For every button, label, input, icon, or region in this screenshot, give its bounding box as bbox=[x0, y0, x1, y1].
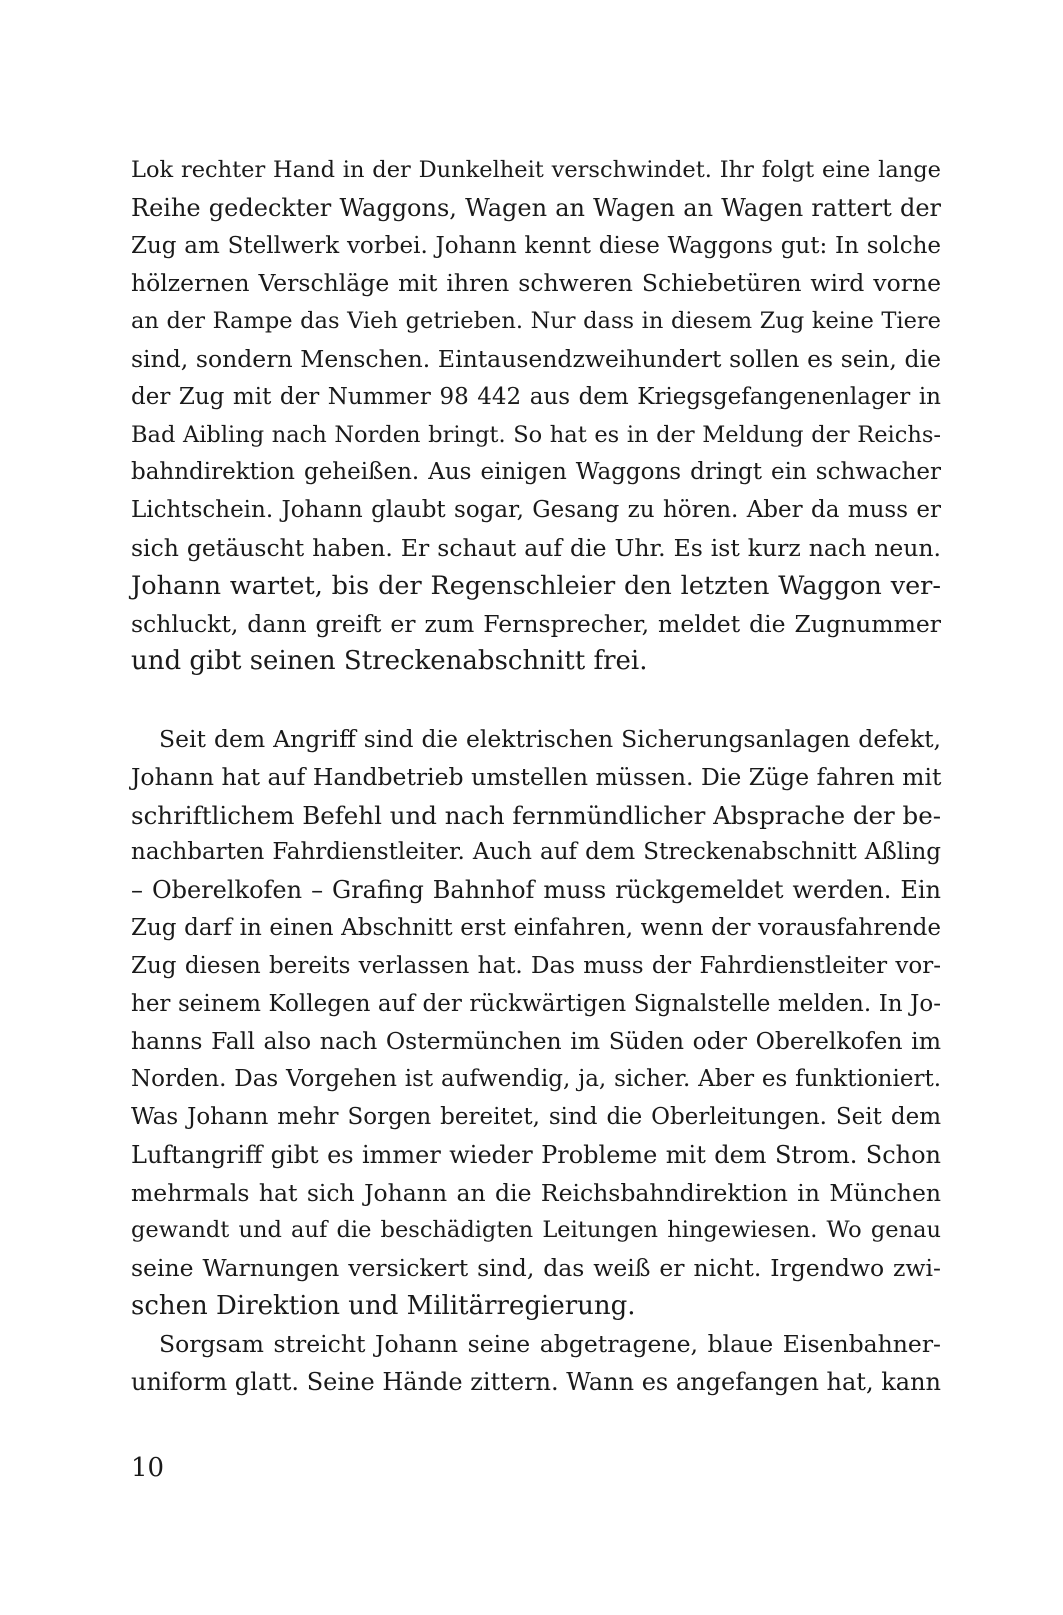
text-line: und gibt seinen Streckenabschnitt frei. bbox=[131, 646, 648, 677]
text-line: Bad Aibling nach Norden bringt. So hat es in der Meldung der Reichs- bbox=[131, 421, 941, 448]
text-line: sind, sondern Menschen. Eintausendzweihundert sollen es sein, die bbox=[131, 344, 941, 373]
text-line: Johann wartet, bis der Regenschleier den letzten Waggon ver- bbox=[131, 570, 941, 601]
text-line: gewandt und auf die beschädigten Leitungen hingewiesen. Wo genau bbox=[131, 1217, 941, 1244]
text-line: Was Johann mehr Sorgen bereitet, sind die Oberleitungen. Seit dem bbox=[131, 1103, 941, 1130]
text-line: mehrmals hat sich Johann an die Reichsbahndirektion in München bbox=[131, 1178, 941, 1207]
text-line: Zug diesen bereits verlassen hat. Das muss der Fahrdienstleiter vor- bbox=[131, 952, 941, 979]
text-line: Zug darf in einen Abschnitt erst einfahren, wenn der vorausfahrende bbox=[131, 914, 941, 941]
text-line: nachbarten Fahrdienstleiter. Auch auf dem Streckenabschnitt Aßling bbox=[131, 839, 941, 866]
text-line: hanns Fall also nach Ostermünchen im Süden oder Oberelkofen im bbox=[131, 1027, 941, 1056]
text-line: Reihe gedeckter Waggons, Wagen an Wagen an Wagen rattert der bbox=[131, 193, 941, 222]
text-line: Seit dem Angriff sind die elektrischen Sicherungsanlagen defekt, bbox=[159, 725, 941, 753]
text-line: bahndirektion geheißen. Aus einigen Waggons dringt ein schwacher bbox=[131, 459, 941, 486]
text-line: sich getäuscht haben. Er schaut auf die Uhr. Es ist kurz nach neun. bbox=[131, 533, 941, 562]
text-line: an der Rampe das Vieh getrieben. Nur dass in diesem Zug keine Tiere bbox=[131, 308, 941, 335]
text-line: Luftangriff gibt es immer wieder Probleme mit dem Strom. Schon bbox=[131, 1140, 941, 1169]
text-line: Johann hat auf Handbetrieb umstellen müssen. Die Züge fahren mit bbox=[131, 762, 942, 791]
paragraph-2 bbox=[131, 721, 941, 1401]
text-line: Lichtschein. Johann glaubt sogar, Gesang zu hören. Aber da muss er bbox=[131, 497, 941, 524]
text-line: schluckt, dann greift er zum Fernsprecher, meldet die Zugnummer bbox=[131, 609, 941, 638]
text-line: – Oberelkofen – Grafing Bahnhof muss rückgemeldet werden. Ein bbox=[131, 876, 941, 905]
text-line: hölzernen Verschläge mit ihren schweren Schiebetüren wird vorne bbox=[131, 269, 941, 298]
text-line: seine Warnungen versickert sind, das weiß er nicht. Irgendwo zwi- bbox=[131, 1254, 941, 1283]
text-line: her seinem Kollegen auf der rückwärtigen Signalstelle melden. In Jo- bbox=[131, 990, 941, 1017]
text-line: Lok rechter Hand in der Dunkelheit verschwindet. Ihr folgt eine lange bbox=[131, 157, 941, 183]
text-line: der Zug mit der Nummer 98 442 aus dem Kriegsgefangenenlager in bbox=[131, 383, 941, 410]
text-line: uniform glatt. Seine Hände zittern. Wann es angefangen hat, kann bbox=[131, 1367, 941, 1396]
text-line: Norden. Das Vorgehen ist aufwendig, ja, sicher. Aber es funktioniert. bbox=[131, 1066, 941, 1093]
text-line: schriftlichem Befehl und nach fernmündlicher Absprache der be- bbox=[131, 800, 941, 830]
paragraph-1 bbox=[131, 152, 941, 681]
text-line: Zug am Stellwerk vorbei. Johann kennt diese Waggons gut: In solche bbox=[131, 232, 941, 259]
text-line: schen Direktion und Militärregierung. bbox=[131, 1290, 636, 1321]
page-number: 10 bbox=[131, 1453, 165, 1483]
text-line: Sorgsam streicht Johann seine abgetragene, blaue Eisenbahner- bbox=[159, 1329, 941, 1358]
